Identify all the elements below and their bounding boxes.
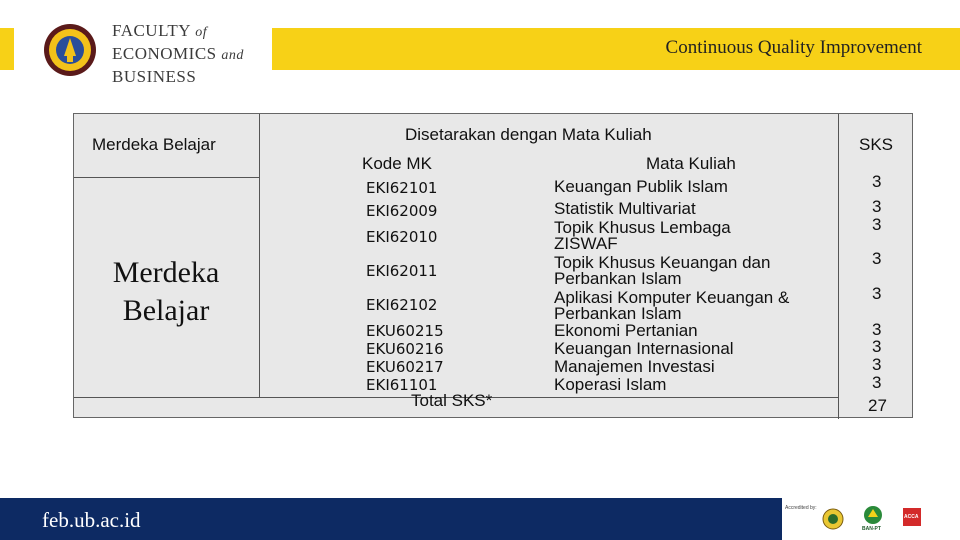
row-sks: 3 — [872, 249, 882, 268]
row-sks: 3 — [872, 373, 882, 392]
row-kode: EKI61101 — [366, 376, 438, 394]
row-nama: Statistik Multivariat — [554, 199, 696, 218]
row-kode: EKI62011 — [366, 262, 438, 280]
header-tagline: Continuous Quality Improvement — [665, 37, 922, 58]
row-nama: Aplikasi Komputer Keuangan & Perbankan Islam — [554, 288, 790, 323]
faculty-and: and — [221, 48, 244, 63]
row-sks: 3 — [872, 355, 882, 374]
footer-url: feb.ub.ac.id — [42, 508, 141, 532]
col-header-sks: SKS — [859, 135, 894, 154]
ban-pt-logo-icon — [862, 505, 884, 525]
row-nama: Manajemen Investasi — [554, 357, 715, 376]
business-word: BUSINESS — [112, 67, 197, 86]
row-sks: 3 — [872, 197, 882, 216]
total-value: 27 — [868, 396, 887, 415]
col-header-merdeka: Merdeka Belajar — [92, 135, 216, 154]
col-divider-sks — [838, 114, 839, 419]
row-nama: Ekonomi Pertanian — [554, 321, 698, 340]
row-sks: 3 — [872, 284, 882, 303]
row-kode: EKU60217 — [366, 358, 444, 376]
col-header-nama: Mata Kuliah — [646, 154, 736, 173]
ban-pt-label: BAN-PT — [862, 526, 881, 532]
row-group-label: Merdeka Belajar — [112, 256, 220, 327]
row-kode: EKI62101 — [366, 179, 438, 197]
faculty-wordmark — [112, 20, 244, 87]
row-nama: Keuangan Internasional — [554, 339, 734, 358]
col-header-kode: Kode MK — [362, 154, 432, 173]
row-kode: EKI62010 — [366, 228, 438, 246]
row-sks: 3 — [872, 320, 882, 339]
col-divider-1 — [259, 114, 260, 397]
row-divider-header — [74, 177, 259, 178]
row-nama: Koperasi Islam — [554, 375, 667, 394]
row-sks: 3 — [872, 337, 882, 356]
group-header-disetarakan: Disetarakan dengan Mata Kuliah — [405, 125, 652, 144]
total-label: Total SKS* — [411, 391, 493, 410]
row-nama: Keuangan Publik Islam — [554, 177, 728, 196]
row-sks: 3 — [872, 172, 882, 191]
accredited-label: Accredited by: — [785, 505, 817, 511]
faculty-word: FACULTY — [112, 21, 191, 40]
row-kode: EKI62102 — [366, 296, 438, 314]
accreditation-seal-icon — [822, 508, 844, 530]
course-equivalence-table — [73, 113, 913, 418]
row-kode: EKU60215 — [366, 322, 444, 340]
economics-word: ECONOMICS — [112, 44, 217, 63]
row-kode: EKU60216 — [366, 340, 444, 358]
row-nama: Topik Khusus Lembaga ZISWAF — [554, 218, 731, 253]
row-kode: EKI62009 — [366, 202, 438, 220]
row-sks: 3 — [872, 215, 882, 234]
row-nama: Topik Khusus Keuangan dan Perbankan Islam — [554, 253, 771, 288]
acca-label: ACCA — [904, 514, 919, 520]
faculty-of: of — [195, 25, 208, 40]
university-seal-icon — [40, 22, 100, 78]
